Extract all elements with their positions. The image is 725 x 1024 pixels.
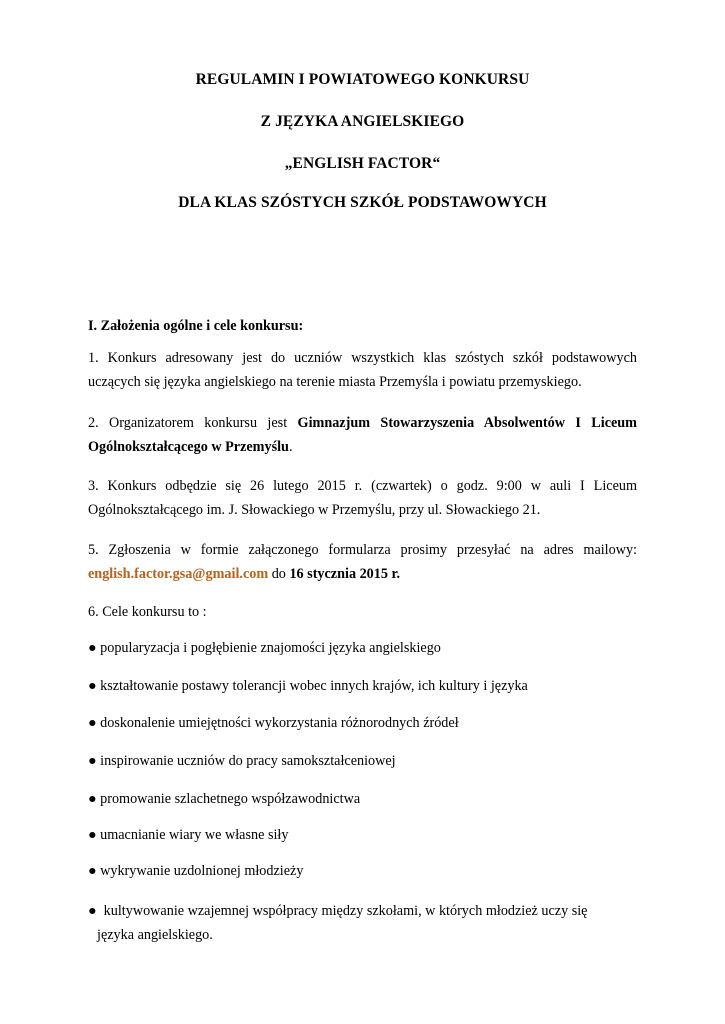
section-heading: I. Założenia ogólne i cele konkursu: xyxy=(88,318,304,334)
bullet-item xyxy=(88,899,637,947)
paragraph-5 xyxy=(88,538,637,586)
bullet-item xyxy=(88,711,637,735)
bullet-item xyxy=(88,636,637,660)
bullet-text: doskonalenie umiejętności wykorzystania różnorodnych źródeł xyxy=(100,715,459,731)
bullet-text-continuation: języka angielskiego. xyxy=(97,927,213,943)
paragraph-3: 3. Konkurs odbędzie się 26 lutego 2015 r. (czwartek) o godz. 9:00 w auli I Liceum Ogólnokształcącego im. J. Słowackiego w Przemyślu, przy ul. Słowackiego 21. xyxy=(88,478,637,518)
bullet-dot-icon: ● xyxy=(88,678,97,694)
bullet-text: wykrywanie uzdolnionej młodzieży xyxy=(100,863,304,879)
paragraph-1: 1. Konkurs adresowany jest do uczniów wszystkich klas szóstych szkół podstawowych uczących się języka angielskiego na terenie miasta Przemyśla i powiatu przemyskiego. xyxy=(88,350,637,390)
bullet-item xyxy=(88,749,637,773)
email-link[interactable]: english.factor.gsa@gmail.com xyxy=(88,566,269,582)
bullet-dot-icon: ● xyxy=(88,791,97,807)
bullet-dot-icon: ● xyxy=(88,753,97,769)
title-line-4: DLA KLAS SZÓSTYCH SZKÓŁ PODSTAWOWYCH xyxy=(178,194,547,211)
bullet-item xyxy=(88,787,637,811)
paragraph-5-mid: do xyxy=(268,566,290,582)
bullet-dot-icon: ● xyxy=(88,863,97,879)
bullet-text: popularyzacja i pogłębienie znajomości języka angielskiego xyxy=(100,640,441,656)
bullet-text: promowanie szlachetnego współzawodnictwa xyxy=(100,791,361,807)
bullet-dot-icon: ● xyxy=(88,903,97,919)
bullet-item xyxy=(88,674,637,698)
bullet-dot-icon: ● xyxy=(88,715,97,731)
paragraph-5-prefix: 5. Zgłoszenia w formie załączonego formularza prosimy przesyłać na adres mailowy: xyxy=(88,542,637,558)
bullet-dot-icon: ● xyxy=(88,640,97,656)
paragraph-2 xyxy=(88,411,637,459)
bullet-item xyxy=(88,859,637,883)
paragraph-2-suffix: . xyxy=(288,439,293,455)
title-line-1: REGULAMIN I POWIATOWEGO KONKURSU xyxy=(195,71,530,88)
paragraph-6: 6. Cele konkursu to : xyxy=(88,604,207,620)
bullet-item xyxy=(88,823,637,847)
bullet-text: inspirowanie uczniów do pracy samokształceniowej xyxy=(100,753,396,769)
title-line-2: Z JĘZYKA ANGIELSKIEGO xyxy=(260,113,465,130)
organizer-name: Gimnazjum Stowarzyszenia Absolwentów I Liceum Ogólnokształcącego w Przemyślu xyxy=(88,415,637,455)
paragraph-2-prefix: 2. Organizatorem konkursu jest xyxy=(88,415,298,431)
bullet-dot-icon: ● xyxy=(88,827,97,843)
bullet-text: umacnianie wiary we własne siły xyxy=(100,827,289,843)
bullet-text: kultywowanie wzajemnej współpracy między szkołami, w których młodzież uczy się xyxy=(103,903,588,919)
title-line-3: „ENGLISH FACTOR“ xyxy=(284,155,441,172)
bullet-text: kształtowanie postawy tolerancji wobec innych krajów, ich kultury i języka xyxy=(100,678,528,694)
deadline-date: 16 stycznia 2015 r. xyxy=(289,566,401,582)
